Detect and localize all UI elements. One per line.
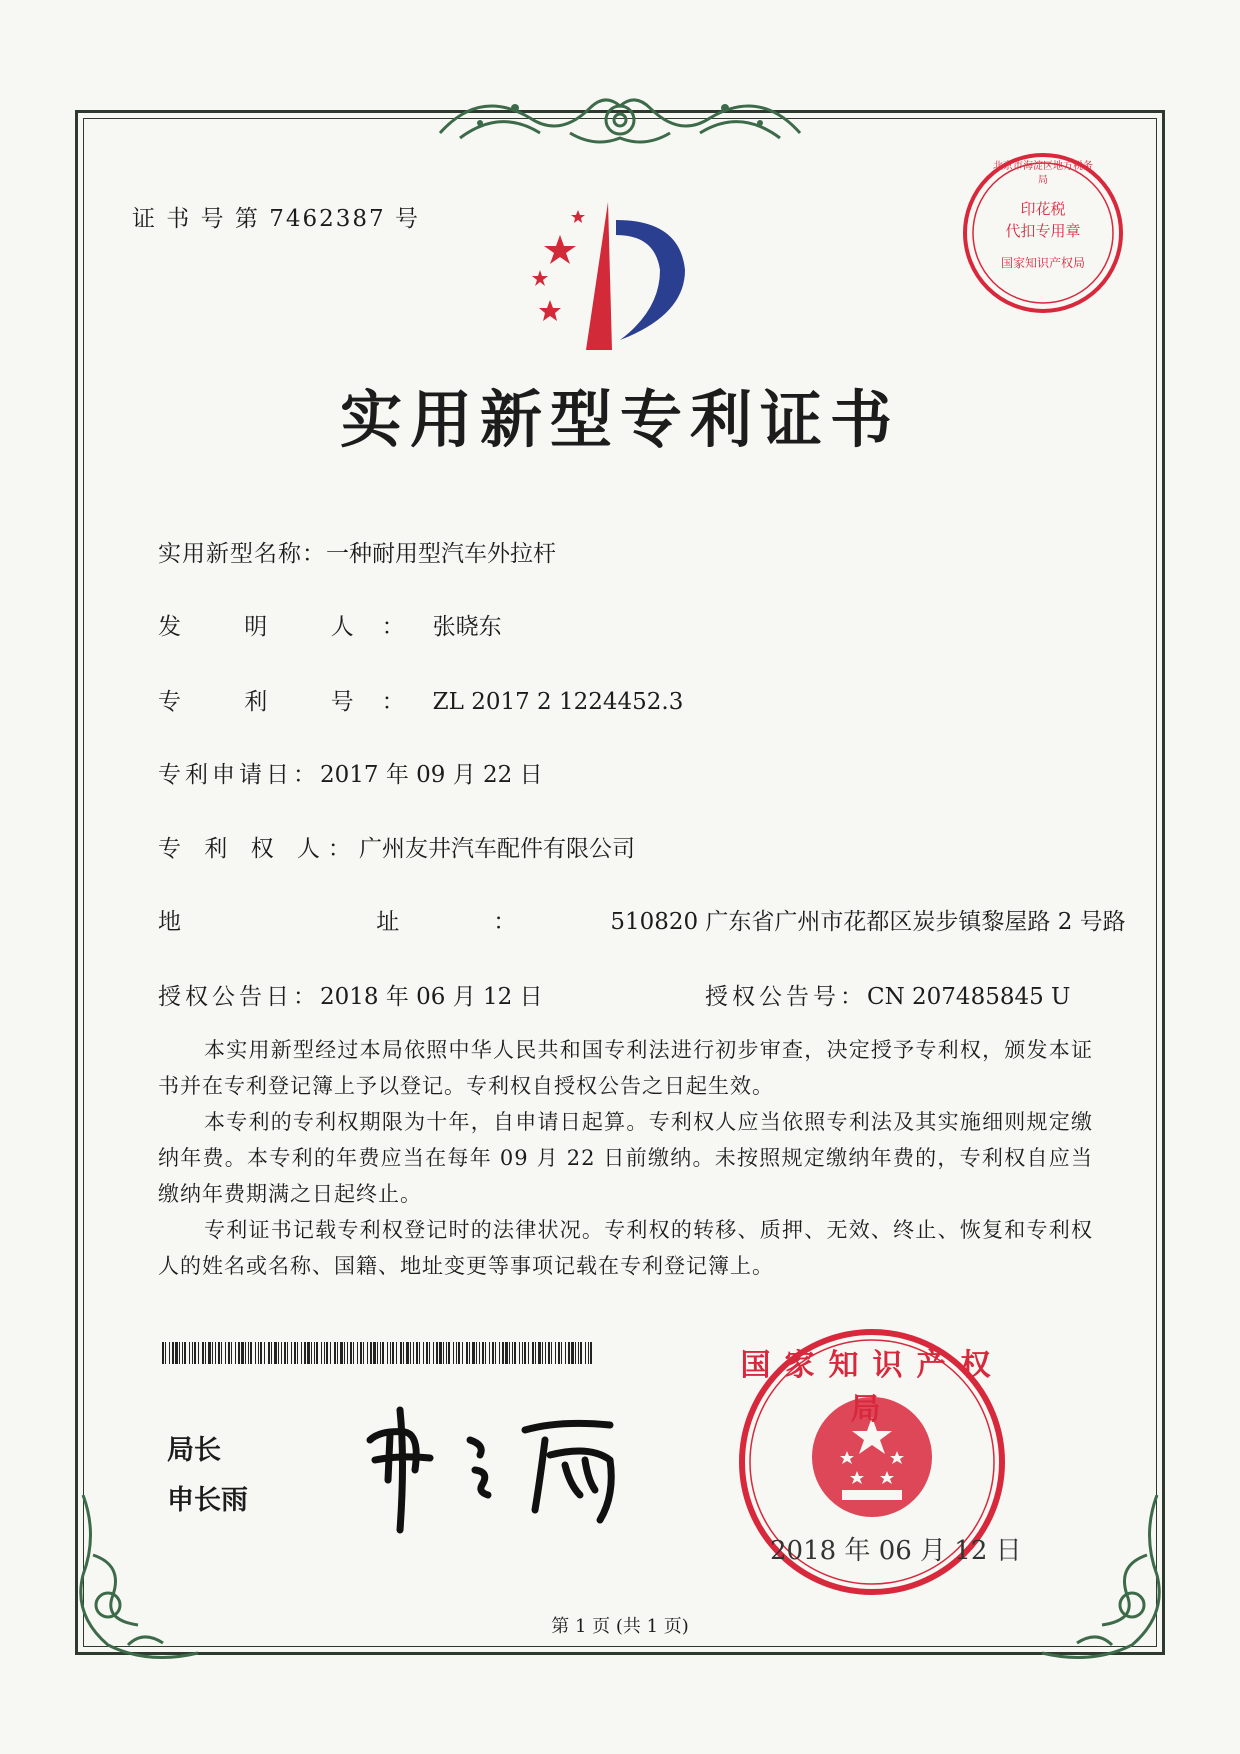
- director-title: 局长: [167, 1435, 221, 1466]
- field-name-value: 一种耐用型汽车外拉杆: [326, 541, 556, 567]
- field-inventor-value: 张晓东: [432, 614, 502, 640]
- tax-stamp-center-line1: 印花税: [1020, 200, 1066, 218]
- barcode: [162, 1342, 594, 1364]
- bottom-right-ornament-icon: [1032, 1495, 1172, 1665]
- field-name: [158, 535, 556, 568]
- field-patent-no: [158, 683, 683, 716]
- field-inventor-label: 发 明 人：: [158, 614, 433, 640]
- seal-date: 2018 年 06 月 12 日: [770, 1536, 1022, 1566]
- barcode-bar: [590, 1342, 592, 1364]
- field-address-label: 地 址：: [158, 909, 611, 935]
- top-ornament-icon: [420, 78, 820, 158]
- field-address: [158, 903, 1126, 936]
- bottom-left-ornament-icon: [68, 1495, 208, 1665]
- tax-stamp-center-line2: 代扣专用章: [1005, 222, 1081, 240]
- field-inventor: [158, 608, 502, 641]
- field-grant-no: [705, 978, 1070, 1011]
- field-name-label: 实用新型名称：: [158, 541, 326, 567]
- field-address-value: 510820 广东省广州市花都区炭步镇黎屋路 2 号路: [610, 909, 1126, 935]
- seal-ring-text: 国家知识产权局: [740, 1348, 1005, 1427]
- tax-stamp-ring-text: 北京市海淀区地方税务局: [993, 161, 1093, 186]
- director-name: 申长雨: [167, 1485, 248, 1516]
- patent-office-emblem-icon: [520, 200, 720, 350]
- field-filing-date-value: 2017 年 09 月 22 日: [320, 762, 543, 788]
- body-paragraph-1: 本实用新型经过本局依照中华人民共和国专利法进行初步审查，决定授予专利权，颁发本证书并在专利登记簿上予以登记。专利权自授权公告之日起生效。: [158, 1038, 1093, 1098]
- body-paragraph-3: 专利证书记载专利权登记时的法律状况。专利权的转移、质押、无效、终止、恢复和专利权人的姓名或名称、国籍、地址变更等事项记载在专利登记簿上。: [158, 1218, 1093, 1278]
- field-patentee: [158, 830, 635, 863]
- field-grant-no-value: CN 207485845 U: [867, 984, 1071, 1010]
- field-patent-no-label: 专 利 号：: [158, 689, 433, 715]
- field-filing-date-label: 专利申请日：: [158, 762, 320, 788]
- director-signature: [360, 1400, 640, 1540]
- field-patentee-value: 广州友井汽车配件有限公司: [358, 836, 635, 862]
- body-paragraph-2: 本专利的专利权期限为十年，自申请日起算。专利权人应当依照专利法及其实施细则规定缴纳年费。本专利的年费应当在每年 09 月 22 日前缴纳。未按照规定缴纳年费的，专利权自应当缴纳年费期满之日起终止。: [158, 1110, 1093, 1206]
- page-number: 第 1 页 (共 1 页): [551, 1616, 689, 1637]
- field-grant-no-label: 授权公告号：: [705, 984, 867, 1010]
- field-patentee-label: 专 利 权 人：: [158, 836, 359, 862]
- field-grant-date-label: 授权公告日：: [158, 984, 320, 1010]
- field-patent-no-value: ZL 2017 2 1224452.3: [432, 689, 684, 715]
- certificate-title: 实用新型专利证书: [339, 383, 900, 456]
- tax-stamp-bottom-text: 国家知识产权局: [1000, 256, 1085, 270]
- field-filing-date: [158, 756, 543, 789]
- field-grant-date: [158, 978, 543, 1011]
- certificate-number: 证 书 号 第 7462387 号: [132, 206, 420, 232]
- field-grant-date-value: 2018 年 06 月 12 日: [320, 984, 543, 1010]
